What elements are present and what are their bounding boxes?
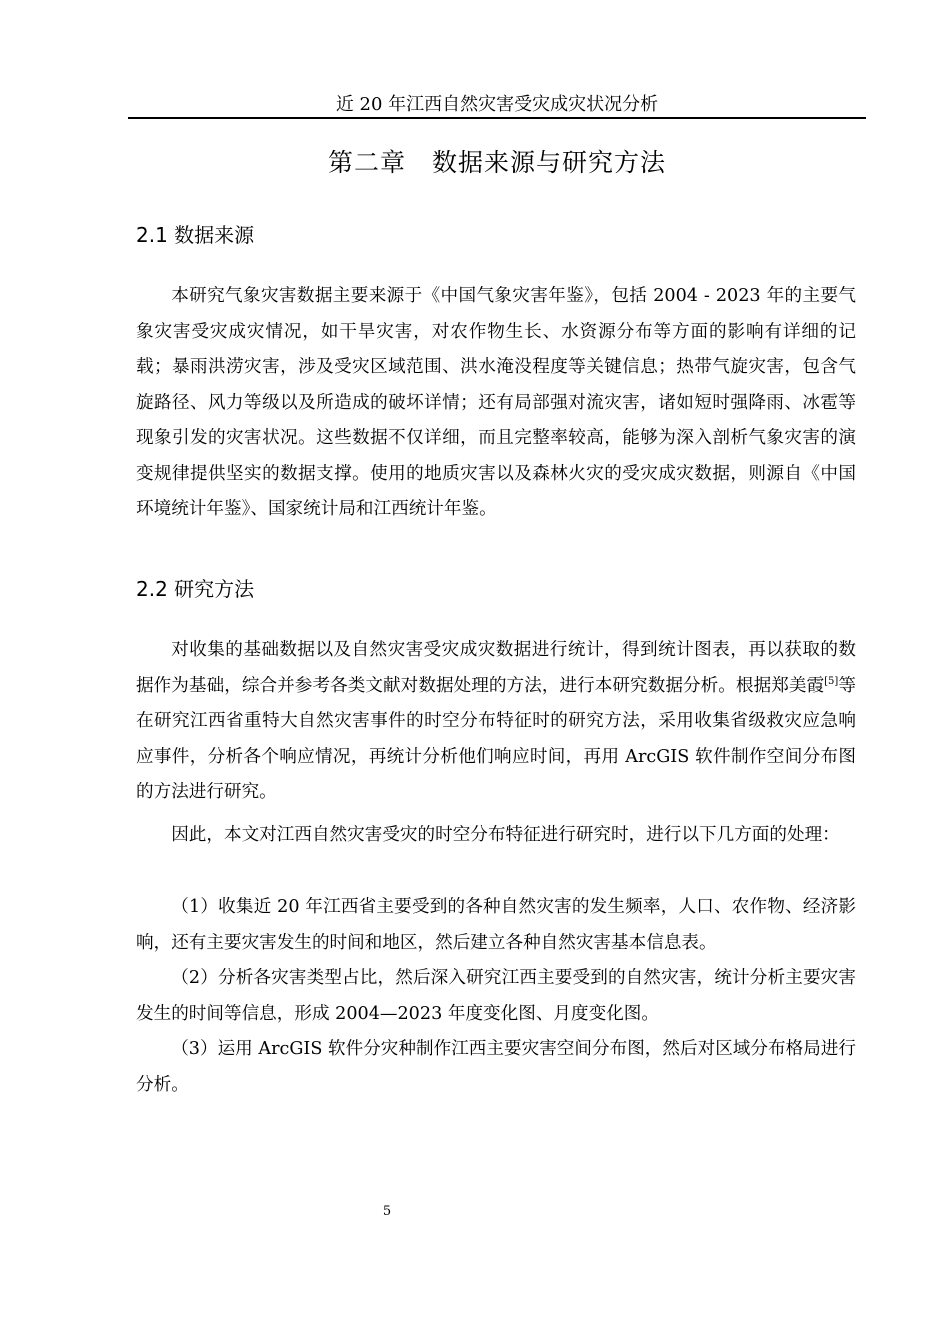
- paragraph-text-after-citation: 等在研究江西省重特大自然灾害事件的时空分布特征时的研究方法，采用收集省级救灾应急响应事件，分析各个响应情况，再统计分析他们响应时间，再用 ArcGIS 软件制作空间分布图的方法进行研究。: [136, 675, 856, 802]
- chapter-name: 数据来源与研究方法: [432, 148, 667, 177]
- chapter-number: 第二章: [327, 148, 406, 177]
- chapter-title: [128, 146, 866, 180]
- header-divider: [128, 117, 866, 119]
- section-heading-data-sources: 2.1 数据来源: [136, 223, 255, 247]
- citation-reference: [5]: [824, 675, 839, 687]
- section-heading-research-methods: 2.2 研究方法: [136, 577, 255, 601]
- list-item-3: （3）运用 ArcGIS 软件分灾种制作江西主要灾害空间分布图，然后对区域分布格局进行分析。: [136, 1039, 856, 1095]
- page-number: 5: [382, 1204, 392, 1219]
- paragraph-data-sources: 本研究气象灾害数据主要来源于《中国气象灾害年鉴》，包括 2004 - 2023 年的主要气象灾害受灾成灾情况，如干旱灾害，对农作物生长、水资源分布等方面的影响有详细的记载；暴雨洪涝灾害，涉及受灾区域范围、洪水淹没程度等关键信息；热带气旋灾害，包含气旋路径、风力等级以及所造成的破坏详情；还有局部强对流灾害，诸如短时强降雨、冰雹等现象引发的灾害状况。这些数据不仅详细，而且完整率较高，能够为深入剖析气象灾害的演变规律提供坚实的数据支撑。使用的地质灾害以及森林火灾的受灾成灾数据，则源自《中国环境统计年鉴》、国家统计局和江西统计年鉴。: [136, 286, 856, 519]
- running-header: 近 20 年江西自然灾害受灾成灾状况分析: [335, 94, 659, 115]
- paragraph-processing-intro: 因此，本文对江西自然灾害受灾的时空分布特征进行研究时，进行以下几方面的处理：: [171, 825, 840, 845]
- paragraph-research-methods: [136, 633, 856, 811]
- list-item-2: （2）分析各灾害类型占比，然后深入研究江西主要受到的自然灾害，统计分析主要灾害发生的时间等信息，形成 2004—2023 年度变化图、月度变化图。: [136, 968, 856, 1024]
- list-item-1: （1）收集近 20 年江西省主要受到的各种自然灾害的发生频率，人口、农作物、经济影响，还有主要灾害发生的时间和地区，然后建立各种自然灾害基本信息表。: [136, 897, 856, 953]
- paragraph-text-before-citation: 对收集的基础数据以及自然灾害受灾成灾数据进行统计，得到统计图表，再以获取的数据作为基础，综合并参考各类文献对数据处理的方法，进行本研究数据分析。根据郑美霞: [136, 640, 856, 696]
